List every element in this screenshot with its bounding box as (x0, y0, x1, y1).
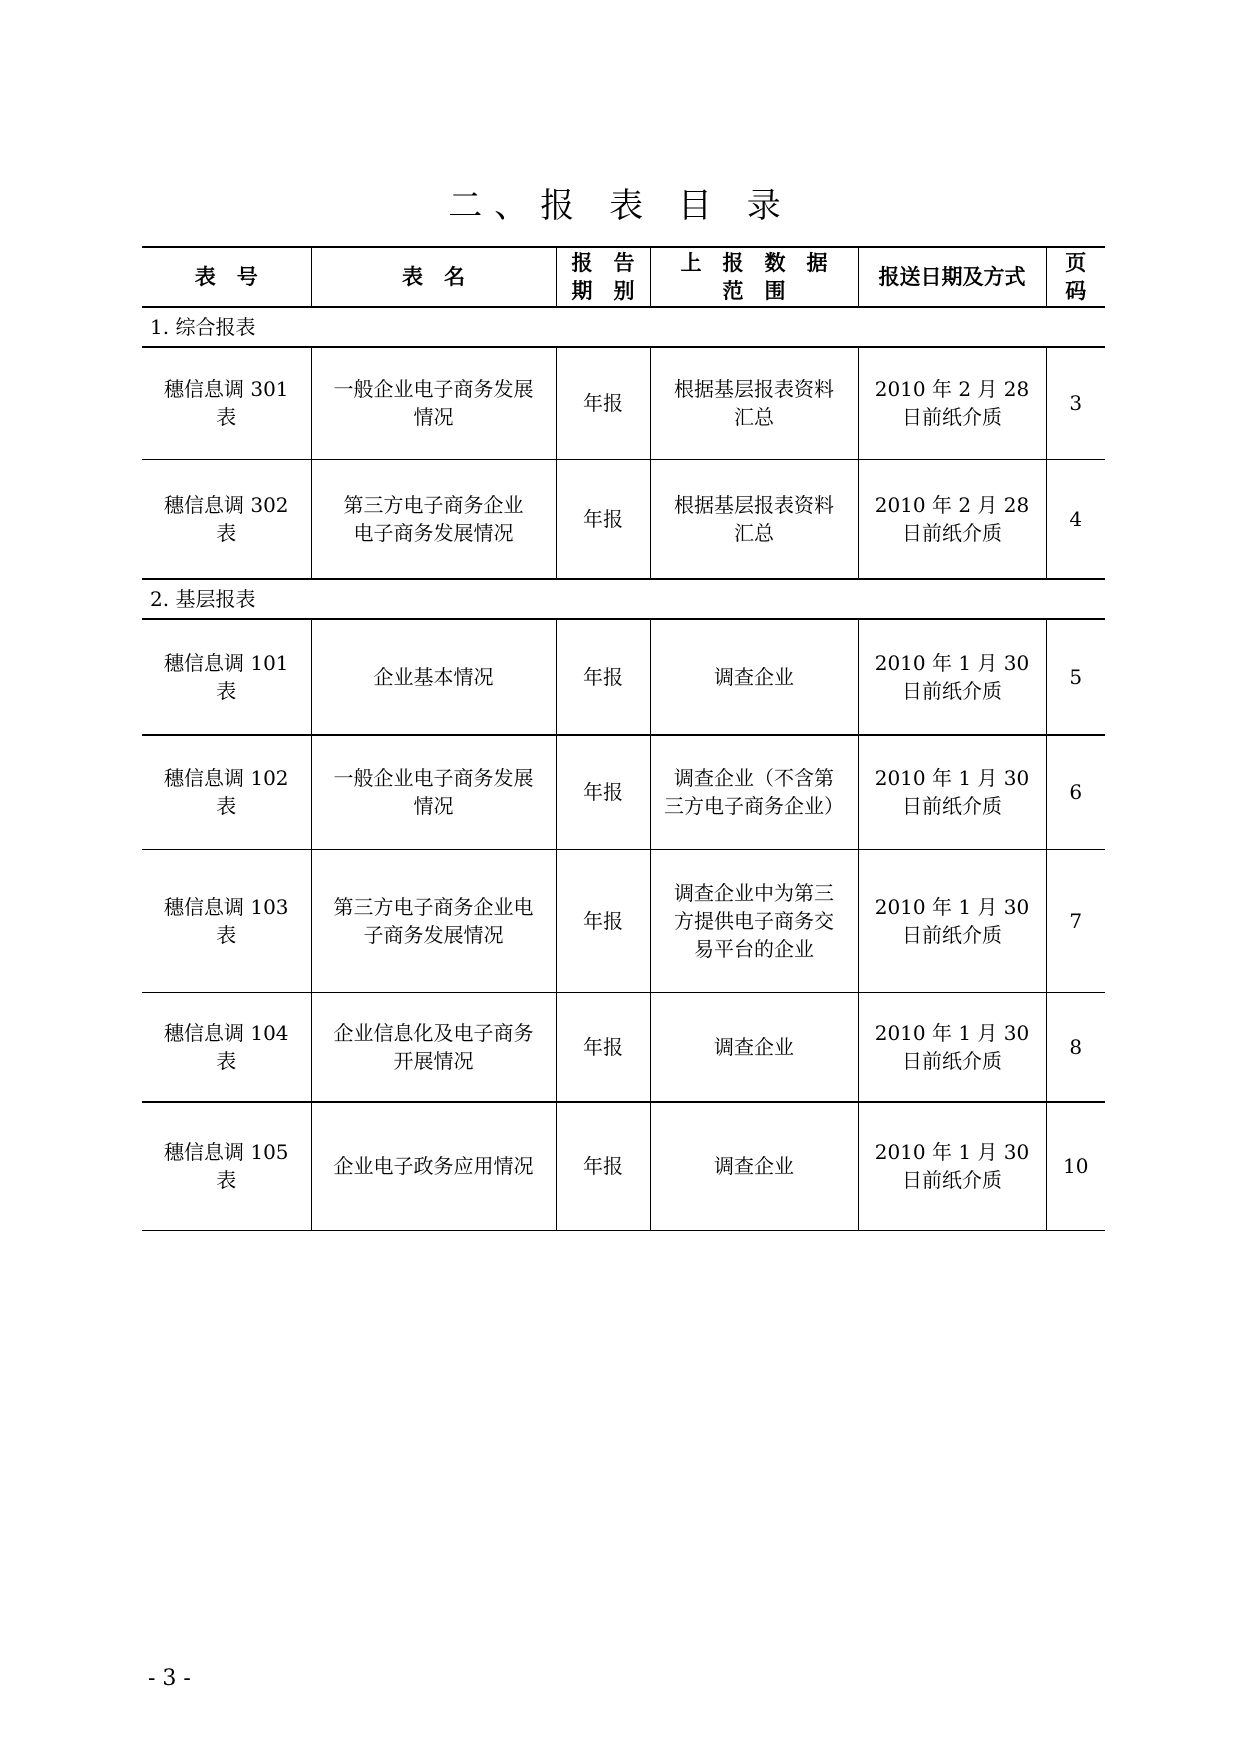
cell-page: 7 (1046, 849, 1105, 992)
table-row (142, 347, 1105, 459)
header-code: 表 号 (142, 247, 311, 307)
cell-scope: 调查企业（不含第 三方电子商务企业） (650, 735, 858, 849)
cell-name: 企业基本情况 (311, 619, 556, 735)
table-row (142, 1102, 1105, 1230)
cell-scope: 调查企业 (650, 992, 858, 1102)
table-row (142, 735, 1105, 849)
cell-name: 企业电子政务应用情况 (311, 1102, 556, 1230)
cell-scope: 调查企业 (650, 1102, 858, 1230)
cell-submit: 2010 年 1 月 30 日前纸介质 (858, 735, 1046, 849)
cell-name: 企业信息化及电子商务 开展情况 (311, 992, 556, 1102)
cell-period: 年报 (556, 849, 650, 992)
cell-submit: 2010 年 1 月 30 日前纸介质 (858, 849, 1046, 992)
cell-code: 穗信息调 102 表 (142, 735, 311, 849)
cell-period: 年报 (556, 347, 650, 459)
report-catalog-table (142, 246, 1105, 1231)
page-number: - 3 - (148, 1666, 191, 1691)
cell-page: 6 (1046, 735, 1105, 849)
section-label: 1. 综合报表 (142, 307, 1105, 347)
table-row (142, 992, 1105, 1102)
cell-scope: 调查企业 (650, 619, 858, 735)
header-submit: 报送日期及方式 (858, 247, 1046, 307)
cell-period: 年报 (556, 459, 650, 579)
cell-period: 年报 (556, 619, 650, 735)
cell-submit: 2010 年 1 月 30 日前纸介质 (858, 619, 1046, 735)
cell-name: 第三方电子商务企业 电子商务发展情况 (311, 459, 556, 579)
cell-code: 穗信息调 103 表 (142, 849, 311, 992)
cell-submit: 2010 年 1 月 30 日前纸介质 (858, 1102, 1046, 1230)
cell-period: 年报 (556, 992, 650, 1102)
cell-name: 一般企业电子商务发展 情况 (311, 347, 556, 459)
header-page: 页 码 (1046, 247, 1105, 307)
header-name: 表 名 (311, 247, 556, 307)
cell-page: 8 (1046, 992, 1105, 1102)
section-label: 2. 基层报表 (142, 579, 1105, 619)
cell-submit: 2010 年 1 月 30 日前纸介质 (858, 992, 1046, 1102)
cell-scope: 调查企业中为第三 方提供电子商务交 易平台的企业 (650, 849, 858, 992)
cell-code: 穗信息调 302 表 (142, 459, 311, 579)
cell-code: 穗信息调 301 表 (142, 347, 311, 459)
table-row (142, 619, 1105, 735)
cell-scope: 根据基层报表资料 汇总 (650, 347, 858, 459)
page-title: 二、报 表 目 录 (448, 186, 793, 226)
cell-name: 第三方电子商务企业电 子商务发展情况 (311, 849, 556, 992)
cell-page: 10 (1046, 1102, 1105, 1230)
cell-page: 5 (1046, 619, 1105, 735)
cell-submit: 2010 年 2 月 28 日前纸介质 (858, 347, 1046, 459)
cell-period: 年报 (556, 1102, 650, 1230)
cell-code: 穗信息调 105 表 (142, 1102, 311, 1230)
cell-page: 4 (1046, 459, 1105, 579)
header-row (142, 247, 1105, 307)
header-scope: 上 报 数 据 范 围 (650, 247, 858, 307)
cell-period: 年报 (556, 735, 650, 849)
section-row (142, 579, 1105, 619)
cell-submit: 2010 年 2 月 28 日前纸介质 (858, 459, 1046, 579)
cell-name: 一般企业电子商务发展 情况 (311, 735, 556, 849)
cell-code: 穗信息调 104 表 (142, 992, 311, 1102)
cell-code: 穗信息调 101 表 (142, 619, 311, 735)
cell-page: 3 (1046, 347, 1105, 459)
section-row (142, 307, 1105, 347)
header-period: 报 告 期 别 (556, 247, 650, 307)
table-row (142, 459, 1105, 579)
cell-scope: 根据基层报表资料 汇总 (650, 459, 858, 579)
table-row (142, 849, 1105, 992)
